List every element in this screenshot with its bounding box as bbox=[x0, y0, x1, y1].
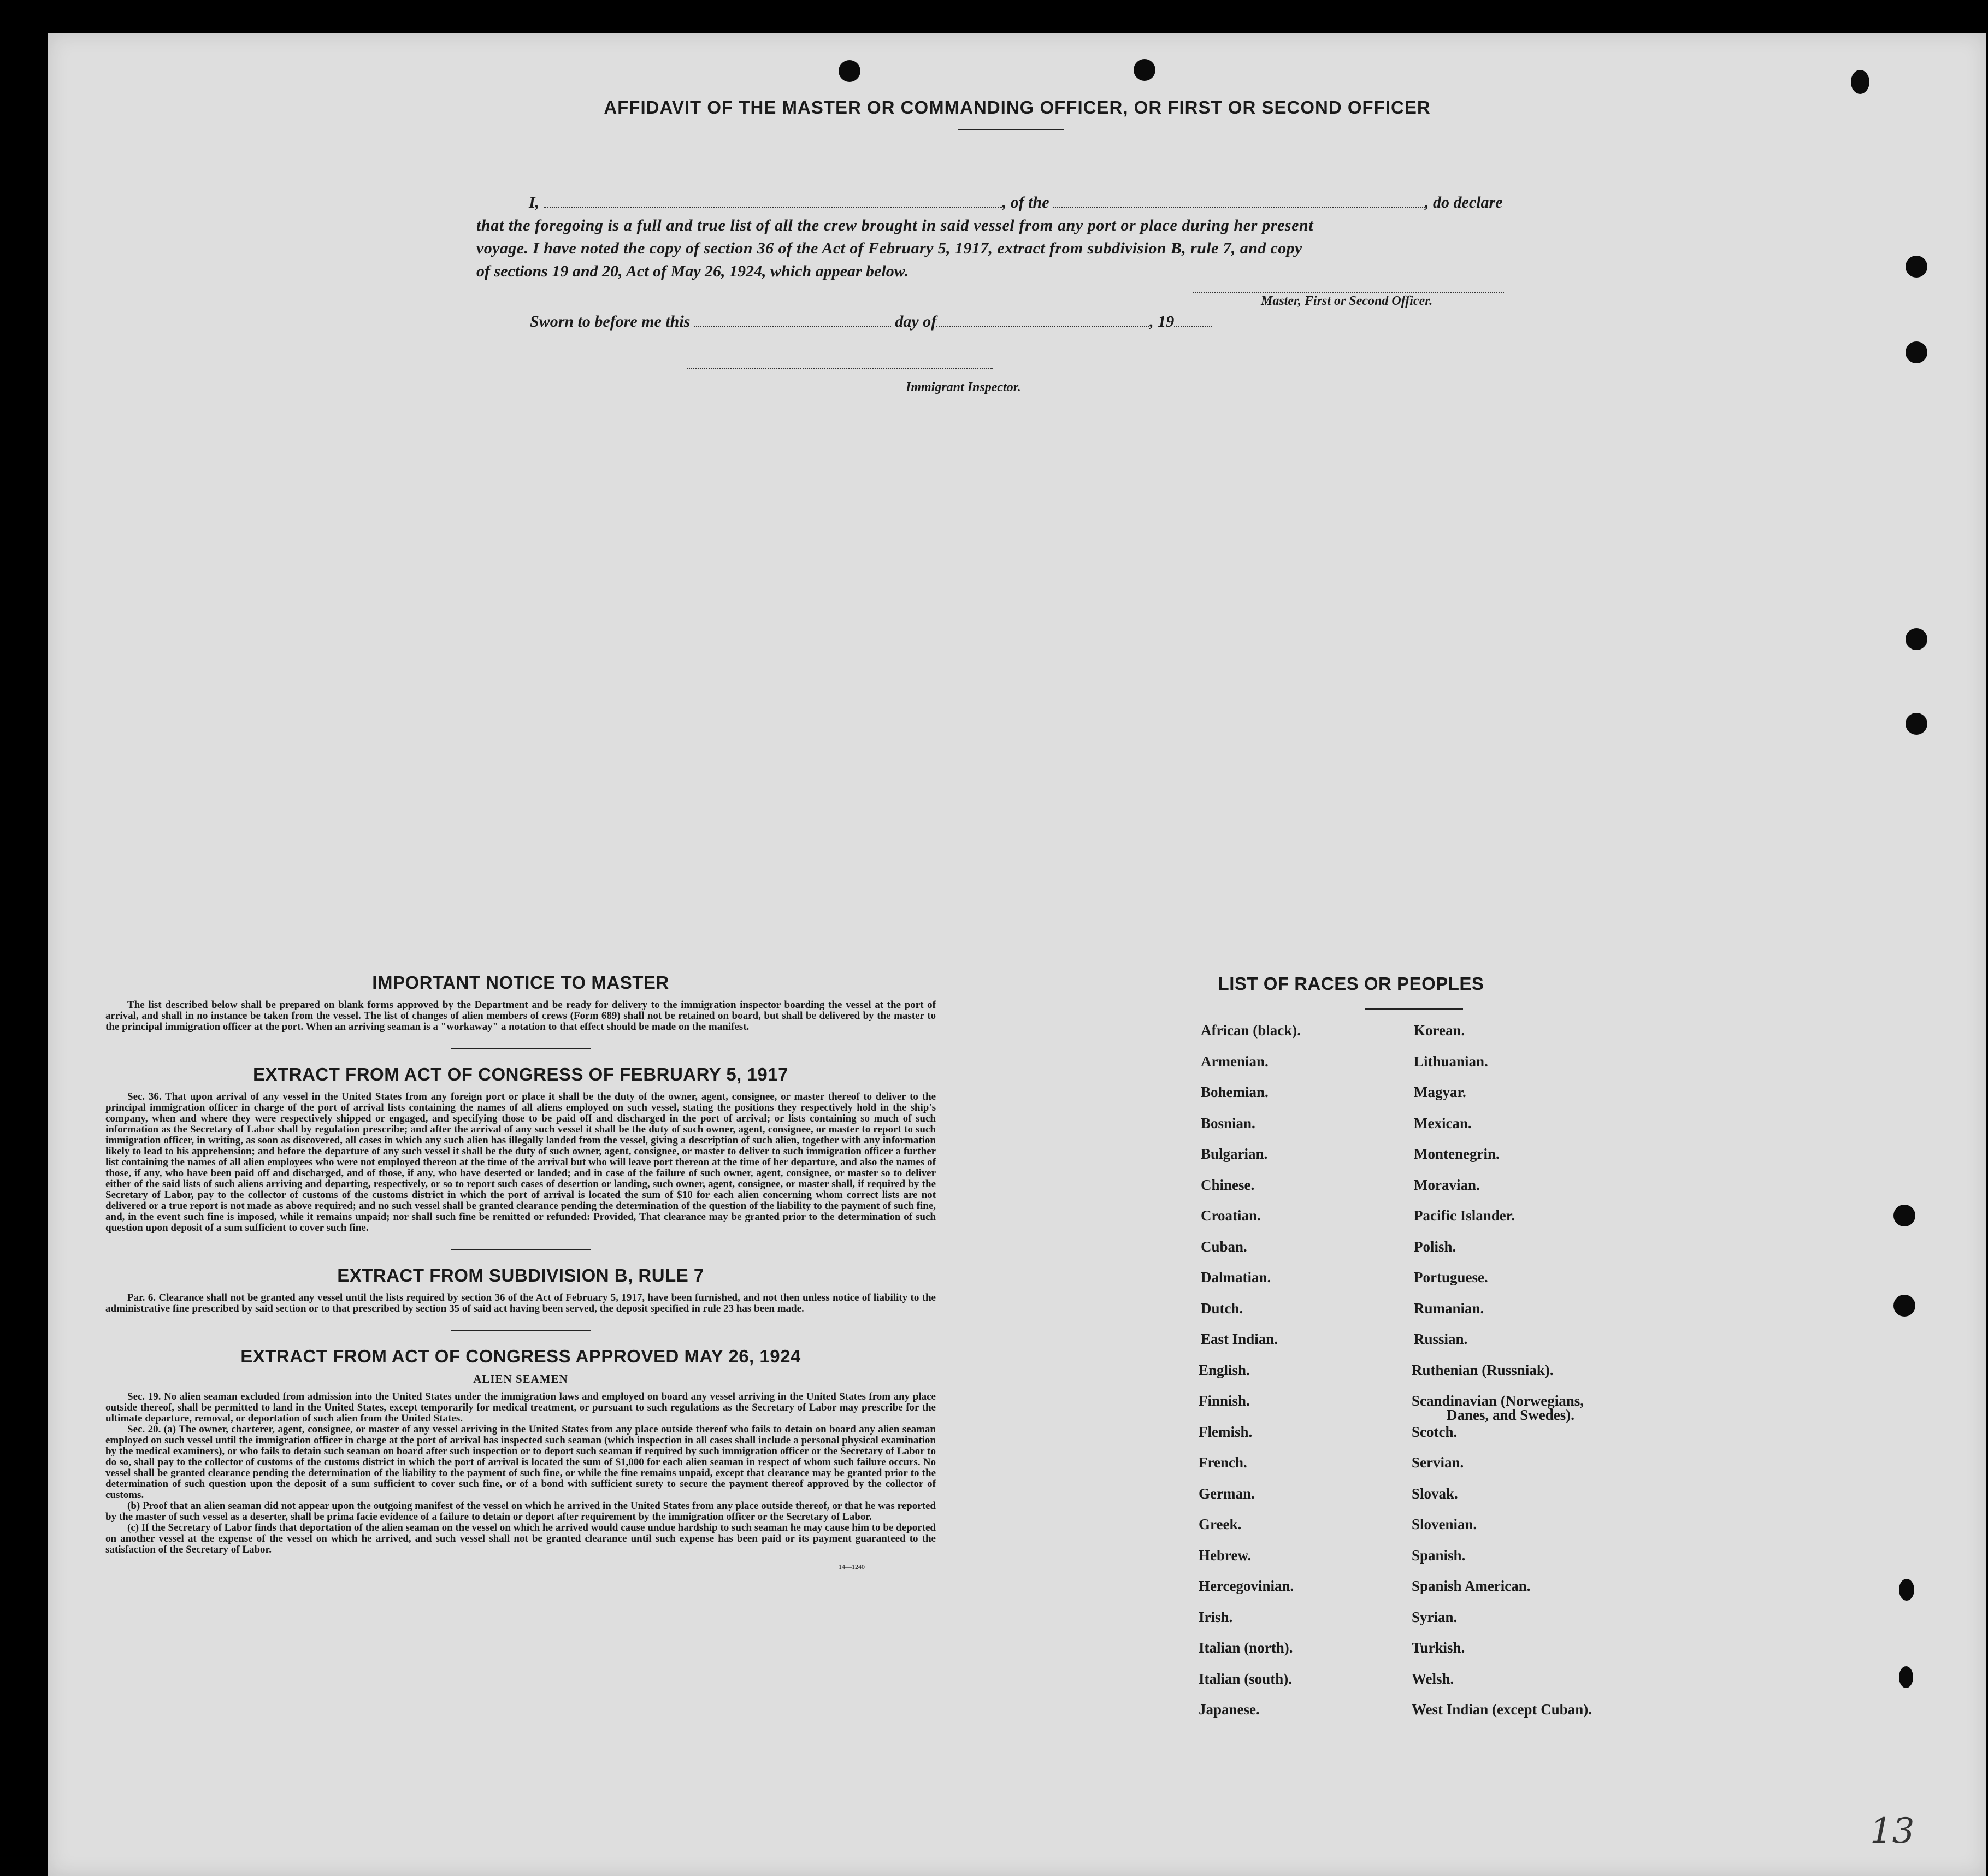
rule7-body: Par. 6. Clearance shall not be granted any vessel until the lists required by section 36 of the Act of February 5, 1917, have been furnished, and not then unless notice of liability to the administrative fine prescribed by said section or to that prescribed by section 35 of said act having been served, the deposit specified in rule 23 has been made. bbox=[105, 1292, 936, 1314]
affidavit-declare-label: , do declare bbox=[1425, 193, 1503, 211]
race-item: Spanish American. bbox=[1412, 1578, 1531, 1594]
race-item: Korean. bbox=[1414, 1022, 1465, 1039]
race-item: Rumanian. bbox=[1414, 1300, 1484, 1317]
race-item: Italian (north). bbox=[1199, 1639, 1293, 1656]
punch-hole-right-2 bbox=[1906, 341, 1927, 363]
punch-hole-top-center bbox=[1134, 59, 1155, 81]
punch-hole-top-right bbox=[1851, 70, 1869, 94]
race-item: Flemish. bbox=[1199, 1423, 1253, 1440]
race-item: Russian. bbox=[1414, 1331, 1468, 1347]
race-item: West Indian (except Cuban). bbox=[1412, 1701, 1592, 1718]
sworn-line bbox=[530, 310, 1212, 333]
race-item: African (black). bbox=[1201, 1022, 1301, 1039]
race-item: Chinese. bbox=[1201, 1176, 1255, 1193]
race-item: Slovenian. bbox=[1412, 1516, 1477, 1532]
race-item: French. bbox=[1199, 1454, 1247, 1471]
race-item: Ruthenian (Russniak). bbox=[1412, 1361, 1554, 1378]
name-field[interactable] bbox=[544, 204, 1002, 208]
sworn-year-field[interactable] bbox=[1174, 323, 1212, 327]
race-item: Armenian. bbox=[1201, 1053, 1269, 1070]
race-item: Montenegrin. bbox=[1414, 1146, 1500, 1162]
race-item: Hebrew. bbox=[1199, 1547, 1252, 1564]
race-item: English. bbox=[1199, 1361, 1250, 1378]
affidavit-line-4: of sections 19 and 20, Act of May 26, 1924, which appear below. bbox=[476, 262, 909, 280]
master-signature-line[interactable] bbox=[1193, 292, 1504, 293]
form-number: 14—1240 bbox=[839, 1563, 865, 1571]
race-item: Pacific Islander. bbox=[1414, 1207, 1515, 1224]
race-item: Bohemian. bbox=[1201, 1084, 1269, 1100]
sec20b-text: (b) Proof that an alien seaman did not appear upon the outgoing manifest of the vessel on which he arrived in the United States from any place outside thereof, or that he was reported by the master of such vessel as a deserter, shall be prima facie evidence of a failure to detain or deport after requirement by the immigration officer or the Secretary of Labor. bbox=[105, 1500, 936, 1523]
punch-hole-top-left bbox=[839, 60, 860, 82]
punch-hole-right-6 bbox=[1893, 1295, 1915, 1317]
punch-hole-right-4 bbox=[1906, 713, 1927, 735]
punch-hole-right-7 bbox=[1899, 1579, 1914, 1601]
inspector-signature-label: Immigrant Inspector. bbox=[906, 380, 1021, 394]
race-item: Slovak. bbox=[1412, 1485, 1458, 1502]
master-signature-label: Master, First or Second Officer. bbox=[1261, 294, 1433, 308]
sworn-year-label: , 19 bbox=[1149, 312, 1175, 331]
affidavit-line-3: voyage. I have noted the copy of section 36 of the Act of February 5, 1917, extract from subdivision B, rule 7, and copy bbox=[476, 239, 1302, 257]
race-item: Cuban. bbox=[1201, 1238, 1247, 1255]
races-left-column bbox=[1201, 1023, 1408, 1733]
races-right-column bbox=[1414, 1023, 1687, 1733]
document-page bbox=[48, 33, 1986, 1876]
sworn-month-field[interactable] bbox=[936, 323, 1149, 327]
notice-body: The list described below shall be prepared on blank forms approved by the Department and be ready for delivery to the immigration inspector boarding the vessel at the port of arrival, and shall in no instance be taken from the vessel. The list of changes of alien members of crews (Form 689) shall not be retained on board, but shall be delivered by the master to the principal immigration officer at the port. When an arriving seaman is a "workaway" a notation to that effect should be made on the manifest. bbox=[105, 999, 936, 1033]
race-item: Turkish. bbox=[1412, 1639, 1465, 1656]
race-item: Scandinavian (Norwegians, bbox=[1412, 1393, 1584, 1409]
race-item: Irish. bbox=[1199, 1608, 1233, 1625]
punch-hole-right-5 bbox=[1893, 1205, 1915, 1226]
race-item: Magyar. bbox=[1414, 1084, 1466, 1100]
race-item: Bosnian. bbox=[1201, 1114, 1255, 1131]
punch-hole-right-3 bbox=[1906, 628, 1927, 650]
race-item: Bulgarian. bbox=[1201, 1146, 1268, 1162]
punch-hole-right-8 bbox=[1899, 1666, 1913, 1688]
race-item: Japanese. bbox=[1199, 1701, 1260, 1718]
race-item: Finnish. bbox=[1199, 1393, 1250, 1409]
race-item: Dutch. bbox=[1201, 1300, 1243, 1317]
race-item: Croatian. bbox=[1201, 1207, 1261, 1224]
divider-3 bbox=[451, 1330, 591, 1331]
race-item: Italian (south). bbox=[1199, 1670, 1293, 1687]
race-item: Moravian. bbox=[1414, 1176, 1480, 1193]
race-item: Lithuanian. bbox=[1414, 1053, 1488, 1070]
sec19-text: Sec. 19. No alien seaman excluded from admission into the United States under the immigration laws and employed on board any vessel arriving in the United States from any place outside thereof, shall be permitted to land in the United States, except temporarily for medical treatment, or pursuant to such regulations as the Secretary of Labor may prescribe for the ultimate departure, removal, or deportation of such alien from the United States. bbox=[105, 1391, 936, 1424]
race-item: Greek. bbox=[1199, 1516, 1242, 1532]
race-item: Mexican. bbox=[1414, 1114, 1472, 1131]
affidavit-title-rule bbox=[958, 129, 1064, 130]
punch-hole-right-1 bbox=[1906, 256, 1927, 278]
affidavit-title: AFFIDAVIT OF THE MASTER OR COMMANDING OFFICER, OR FIRST OR SECOND OFFICER bbox=[604, 97, 1431, 117]
vessel-field[interactable] bbox=[1053, 204, 1425, 208]
page-number-mark: 13 bbox=[1870, 1811, 1915, 1851]
race-item: Polish. bbox=[1414, 1238, 1456, 1255]
affidavit-i-label: I, bbox=[529, 193, 540, 211]
race-item: Spanish. bbox=[1412, 1547, 1466, 1564]
affidavit-of-the-label: , of the bbox=[1002, 193, 1049, 211]
race-item: Portuguese. bbox=[1414, 1269, 1488, 1285]
affidavit-line-1 bbox=[529, 191, 1502, 214]
race-item: Servian. bbox=[1412, 1454, 1464, 1471]
divider-2 bbox=[451, 1249, 591, 1250]
rule7-title: EXTRACT FROM SUBDIVISION B, RULE 7 bbox=[337, 1265, 704, 1285]
sec20c-text: (c) If the Secretary of Labor finds that deportation of the alien seaman on the vessel on which he arrived would cause undue hardship to such seaman he may cause him to be deported on another vessel at the expense of the vessel on which he arrived, and such vessel shall not be granted clearance until such expense has been paid or its payment guaranteed to the satisfaction of the Secretary of Labor. bbox=[105, 1522, 936, 1555]
sworn-day-of-label: day of bbox=[895, 312, 937, 331]
extract-1924-title: EXTRACT FROM ACT OF CONGRESS APPROVED MAY 26, 1924 bbox=[240, 1346, 801, 1366]
race-item: Dalmatian. bbox=[1201, 1269, 1271, 1285]
races-title: LIST OF RACES OR PEOPLES bbox=[1218, 974, 1484, 994]
extract-1917-body: Sec. 36. That upon arrival of any vessel in the United States from any foreign port or place it shall be the duty of the owner, agent, consignee, or master thereof to deliver to the principal immigration officer in charge of the port of arrival lists containing the names of all aliens employed on such vessel, stating the positions they respectively hold in the ship's company, when and where they were respectively shipped or engaged, and specifying those to be paid off and discharged in the port of arrival; or lists containing so much of such information as the Secretary of Labor shall by regulation prescribe; and after the arrival of any such vessel it shall be the duty of such owner, agent, consignee, or master to report to such immigration officer, in writing, as soon as discovered, all cases in which any such alien has illegally landed from the vessel, giving a description of such alien, together with any information likely to lead to his apprehension; and before the departure of any such vessel it shall be the duty of such owner, agent, consignee, or master to deliver to such immigration officer a further list containing the names of all alien employees who were not employed thereon at the time of the arrival but who will leave port thereon at the time of her departure, and also the names of those, if any, who have been paid off and discharged, and of those, if any, who have deserted or landed; and in case of the failure of such owner, agent, consignee, or master so to deliver either of the said lists of such aliens arriving and departing, respectively, or so to report such cases of desertion or landing, such owner, agent, consignee, or master shall, if required by the Secretary of Labor, pay to the collector of customs of the customs district in which the port of arrival is located the sum of $10 for each alien concerning whom correct lists are not delivered or a true report is not made as above required; and no such vessel shall be granted clearance pending the determination of the question of the liability to the payment of such fine, and, in the event such fine is imposed, while it remains unpaid; nor shall such fine be remitted or refunded: Provided, That clearance may be granted prior to the determination of such question upon deposit of a sum sufficient to cover such fine. bbox=[105, 1091, 936, 1234]
race-item: Hercegovinian. bbox=[1199, 1578, 1294, 1594]
sec20a-text: Sec. 20. (a) The owner, charterer, agent, consignee, or master of any vessel arriving in the United States from any place outside thereof who fails to detain on board any alien seaman employed on such vessel until the immigration officer in charge at the port of arrival has inspected such seaman (which inspection in all cases shall include a personal physical examination by the medical examiners), or who fails to detain such seaman on board after such inspection or to deport such seaman if required by such immigration officer or the Secretary of Labor to do so, shall pay to the collector of customs of the customs district in which the port of arrival is located the sum of $1,000 for each alien seaman in respect of whom such failure occurs. No vessel shall be granted clearance pending the determination of the liability to the payment of such fine, or while the fine remains unpaid, except that clearance may be granted prior to the determination of such question upon the deposit of a sum sufficient to cover such fine, or of a bond with sufficient surety to secure the payment thereof approved by the collector of customs. bbox=[105, 1424, 936, 1501]
sworn-prefix: Sworn to before me this bbox=[530, 312, 691, 331]
race-item: Welsh. bbox=[1412, 1670, 1454, 1687]
sworn-date-field[interactable] bbox=[694, 323, 891, 327]
race-item: Syrian. bbox=[1412, 1608, 1458, 1625]
divider-1 bbox=[451, 1048, 591, 1049]
affidavit-line-2: that the foregoing is a full and true list of all the crew brought in said vessel from any port or place during her present bbox=[476, 216, 1314, 234]
race-item: German. bbox=[1199, 1485, 1255, 1502]
race-item: Scotch. bbox=[1412, 1423, 1458, 1440]
extract-1917-title: EXTRACT FROM ACT OF CONGRESS OF FEBRUARY 5, 1917 bbox=[253, 1064, 788, 1084]
race-item-continuation: Danes, and Swedes). bbox=[1447, 1407, 1575, 1423]
races-title-rule bbox=[1365, 1008, 1463, 1010]
notices-column bbox=[105, 972, 936, 1571]
notice-title: IMPORTANT NOTICE TO MASTER bbox=[372, 972, 669, 993]
race-item: East Indian. bbox=[1201, 1331, 1278, 1347]
extract-1924-subtitle: ALIEN SEAMEN bbox=[473, 1372, 568, 1385]
inspector-signature-line[interactable] bbox=[687, 368, 993, 369]
